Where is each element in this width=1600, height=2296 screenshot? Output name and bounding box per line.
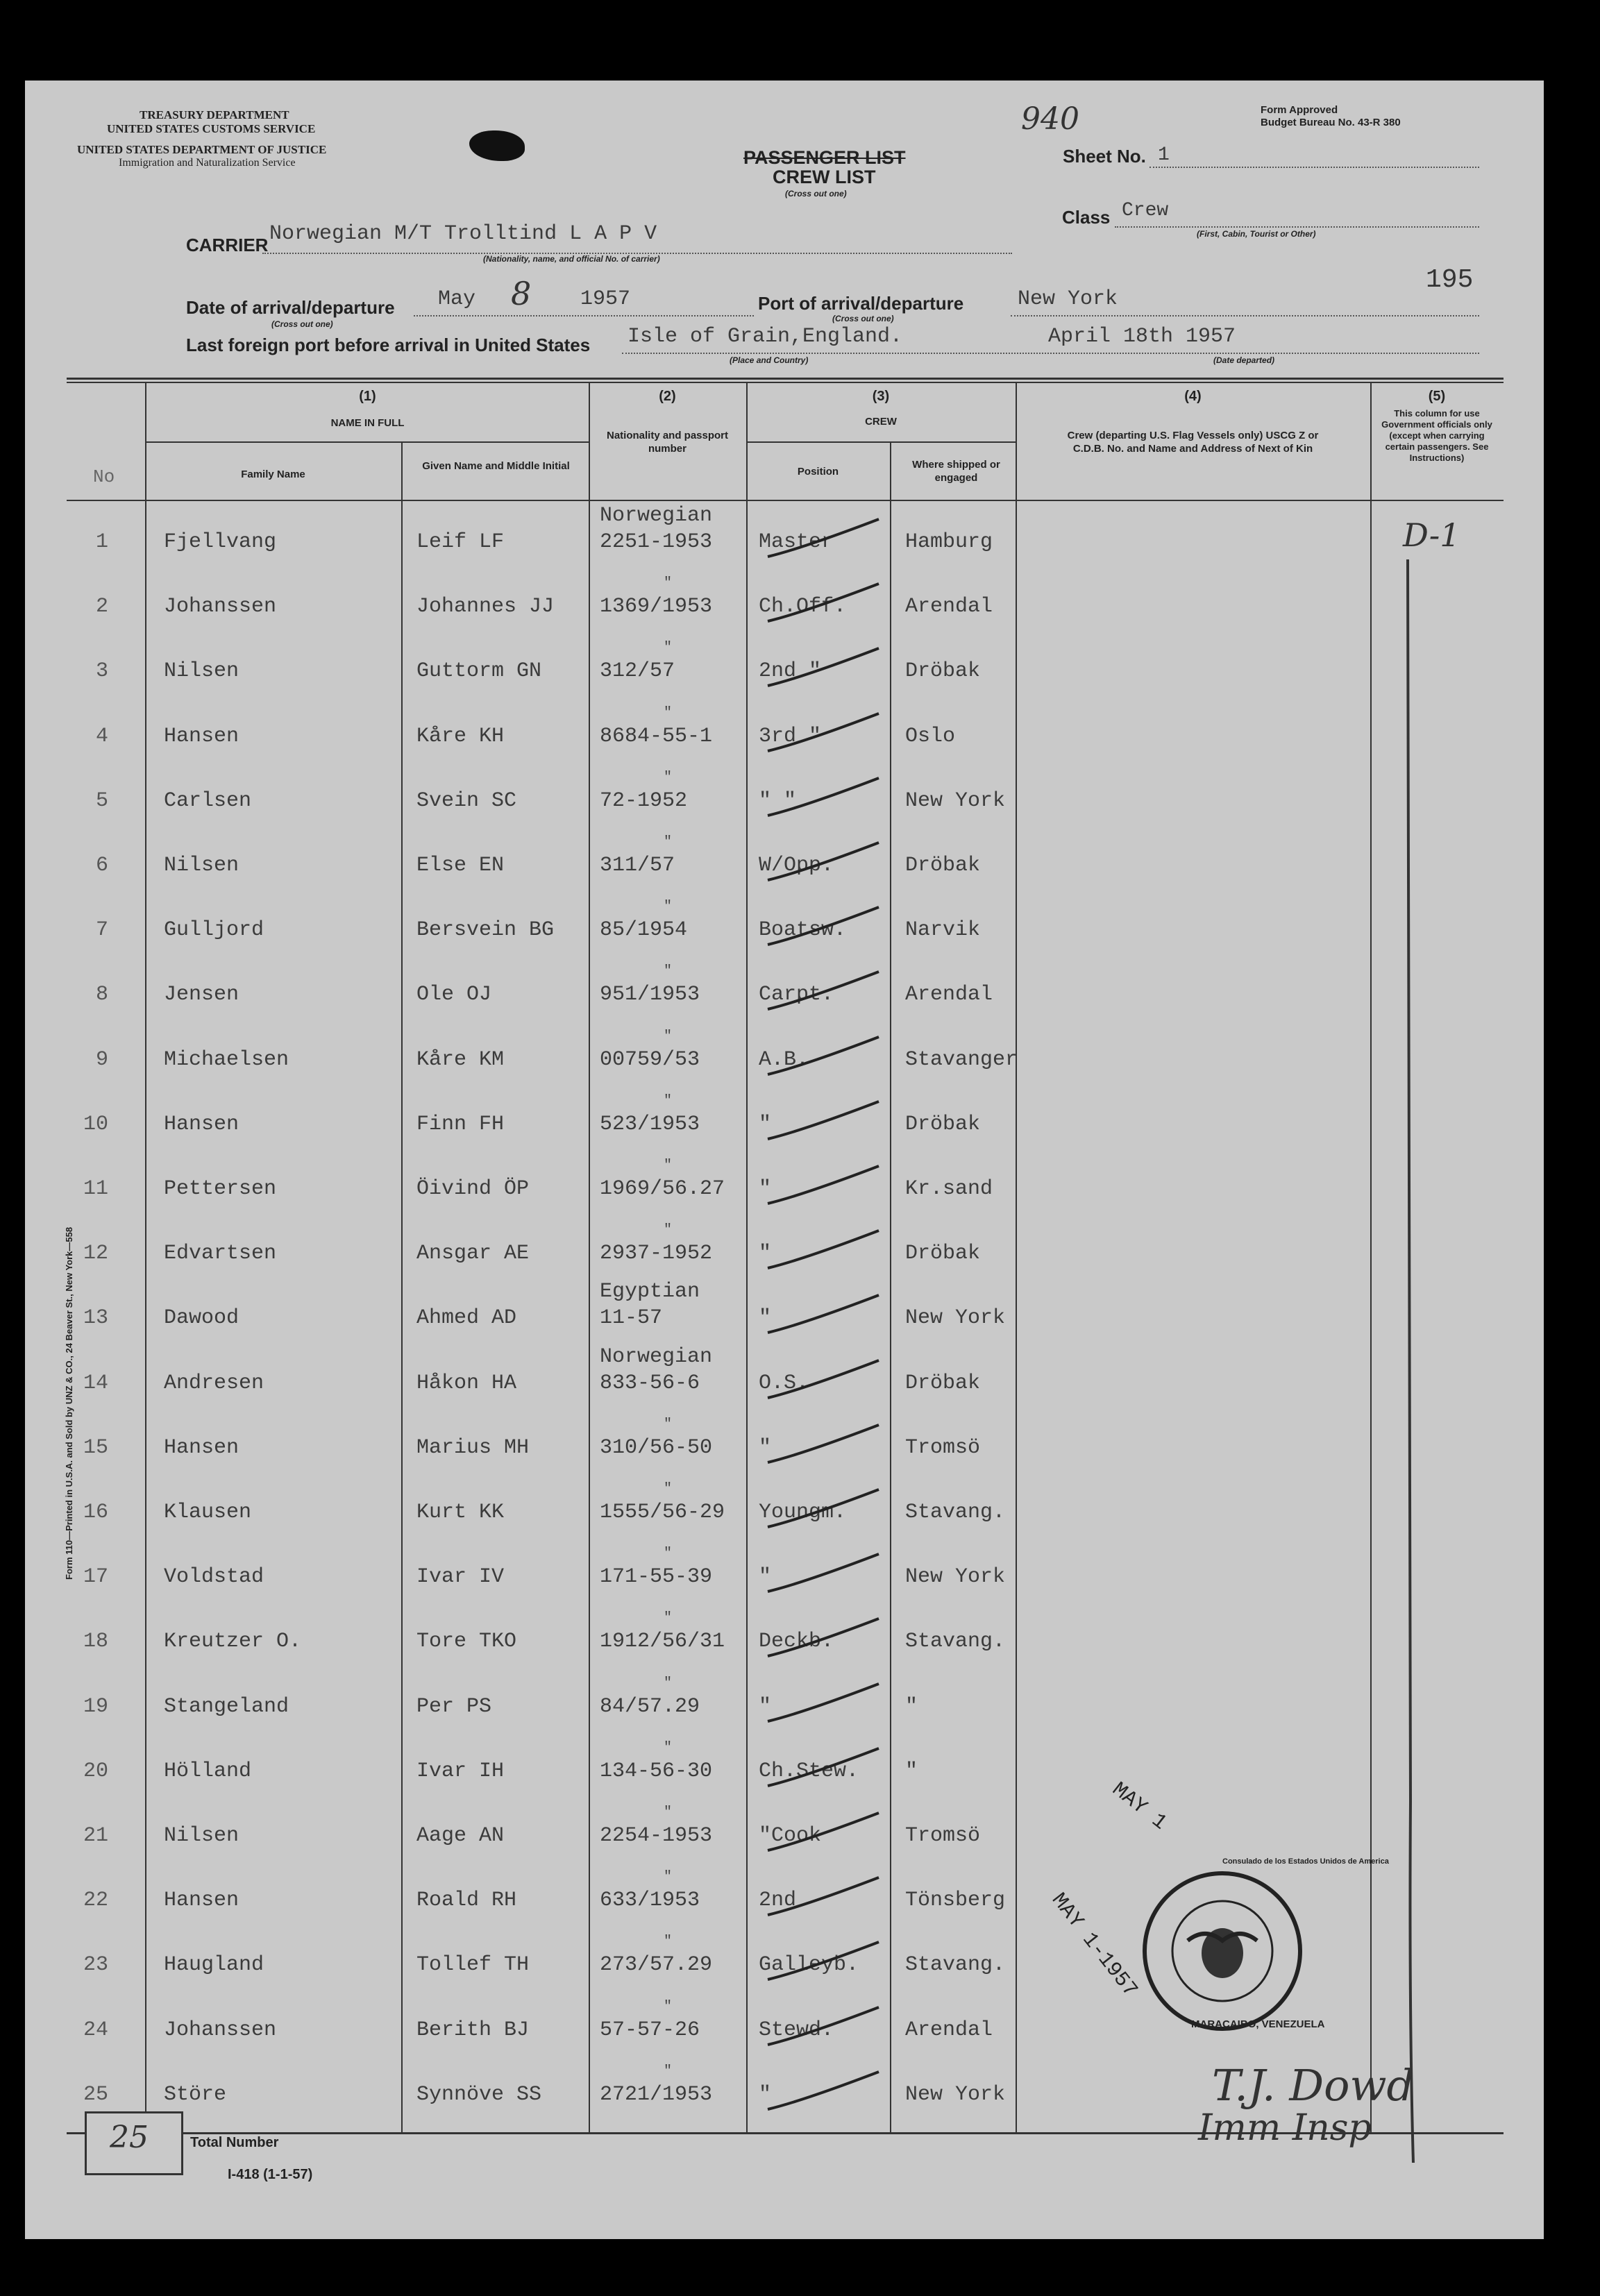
- dept-immigration: Immigration and Naturalization Service: [119, 157, 296, 169]
- row-given: Håkon HA: [416, 1371, 517, 1395]
- row-pass: 57-57-26: [600, 2018, 700, 2042]
- position-check-mark: [761, 1548, 886, 1604]
- row-given: Marius MH: [416, 1435, 530, 1460]
- row-nationality: Norwegian: [600, 504, 713, 527]
- table-row: [25, 955, 1544, 1020]
- position-check-mark: [761, 1225, 886, 1281]
- row-pass: 273/57.29: [600, 1953, 713, 1977]
- row-nationality: ": [664, 1481, 673, 1497]
- row-n: 10: [83, 1112, 108, 1136]
- row-family: Edvartsen: [164, 1242, 277, 1266]
- row-where: Narvik: [905, 918, 981, 943]
- printer-side-text: Form 110—Printed in U.S.A. and Sold by UNZ & CO., 24 Beaver St., New York—558: [64, 1226, 74, 1580]
- position-check-mark: [761, 1031, 886, 1087]
- row-pos: ": [759, 1694, 772, 1719]
- row-nationality: ": [664, 1546, 673, 1562]
- position-check-mark: [761, 643, 886, 698]
- row-where: Dröbak: [905, 659, 981, 684]
- table-row: [25, 890, 1544, 955]
- given-name-header: Given Name and Middle Initial: [422, 460, 570, 472]
- row-nationality: ": [664, 1998, 673, 2015]
- col5-number: (5): [1428, 389, 1446, 404]
- row-nationality: ": [664, 1222, 673, 1239]
- row-given: Tore TKO: [416, 1630, 517, 1654]
- row-where: Tromsö: [905, 1824, 981, 1848]
- col4-label: Crew (departing U.S. Flag Vessels only) USCG Z or C.D.B. No. and Name and Address of Next of Kin: [1067, 430, 1319, 455]
- row-n: 23: [83, 1953, 108, 1977]
- row-n: 5: [95, 788, 108, 813]
- row-family: Voldstad: [164, 1565, 264, 1589]
- row-pos: Stewd.: [759, 2018, 834, 2042]
- row-given: Guttorm GN: [416, 659, 542, 684]
- row-nationality: ": [664, 1934, 673, 1950]
- row-where: ": [905, 1759, 918, 1783]
- row-pos: Youngm.: [759, 1501, 847, 1524]
- row-where: New York: [905, 2082, 1006, 2107]
- table-row: [25, 761, 1544, 826]
- row-pass: 2721/1953: [600, 2082, 713, 2107]
- position-check-mark: [761, 1872, 886, 1927]
- row-family: Hölland: [164, 1759, 252, 1783]
- row-nationality: Egyptian: [600, 1280, 700, 1304]
- row-nationality: ": [664, 1610, 673, 1627]
- row-where: New York: [905, 1306, 1006, 1331]
- name-subheader-rule: [145, 441, 590, 443]
- row-pass: 11-57: [600, 1306, 663, 1331]
- position-check-mark: [761, 1936, 886, 1992]
- col5-annotation: D-1: [1403, 516, 1460, 554]
- col1-number: (1): [359, 389, 376, 404]
- signature: T.J. Dowd: [1212, 2060, 1415, 2111]
- row-pass: 1912/56/31: [600, 1630, 725, 1654]
- cross-out-note: (Cross out one): [785, 189, 847, 199]
- row-family: Michaelsen: [164, 1047, 289, 1072]
- position-check-mark: [761, 514, 886, 569]
- passenger-list-title: PASSENGER LIST: [743, 147, 906, 168]
- row-n: 4: [95, 724, 108, 748]
- row-family: Jensen: [164, 983, 239, 1007]
- position-check-mark: [761, 578, 886, 634]
- row-given: Johannes JJ: [416, 595, 555, 619]
- col1-label: NAME IN FULL: [330, 417, 405, 429]
- last-port-label: Last foreign port before arrival in United States: [186, 335, 591, 355]
- row-n: 22: [83, 1889, 108, 1913]
- position-check-mark: [761, 837, 886, 893]
- date-departed-value: April 18th 1957: [1048, 325, 1236, 348]
- row-n: 11: [83, 1177, 108, 1201]
- row-where: Tromsö: [905, 1435, 981, 1460]
- row-n: 25: [83, 2082, 108, 2107]
- row-nationality: ": [664, 1416, 673, 1433]
- position-check-mark: [761, 1355, 886, 1410]
- row-pos: Ch.Off.: [759, 595, 847, 619]
- row-given: Roald RH: [416, 1889, 517, 1913]
- row-pass: 310/56-50: [600, 1435, 713, 1460]
- row-family: Johanssen: [164, 2018, 277, 2042]
- row-given: Kåre KH: [416, 724, 505, 748]
- table-row: [25, 503, 1544, 567]
- row-pass: 1555/56-29: [600, 1501, 725, 1524]
- row-nationality: ": [664, 1739, 673, 1756]
- col3-number: (3): [872, 389, 890, 404]
- row-where: Stavang.: [905, 1630, 1006, 1654]
- carrier-note: (Nationality, name, and official No. of carrier): [483, 254, 660, 264]
- row-pos: ": [759, 2082, 772, 2107]
- col2-number: (2): [659, 389, 676, 404]
- table-row: [25, 1408, 1544, 1473]
- row-pos: 2nd: [759, 1889, 797, 1913]
- table-row: [25, 1796, 1544, 1861]
- row-pos: Deckb.: [759, 1630, 834, 1654]
- sheet-line: [1150, 151, 1479, 168]
- position-header: Position: [797, 466, 839, 478]
- row-nationality: Norwegian: [600, 1344, 713, 1369]
- row-pos: Master: [759, 530, 834, 554]
- class-line: [1115, 214, 1479, 228]
- date-cross-note: (Cross out one): [271, 319, 333, 329]
- row-where: Arendal: [905, 595, 993, 619]
- stamp-number: 195: [1426, 265, 1474, 295]
- row-pass: 633/1953: [600, 1889, 700, 1913]
- row-given: Aage AN: [416, 1824, 505, 1848]
- row-nationality: ": [664, 1092, 673, 1109]
- table-row: [25, 697, 1544, 761]
- row-pos: ": [759, 1242, 772, 1266]
- table-top-rule-2: [67, 382, 1504, 383]
- row-nationality: ": [664, 704, 673, 721]
- row-pos: ": [759, 1177, 772, 1201]
- table-row: [25, 1473, 1544, 1537]
- header-bottom-rule: [67, 500, 1504, 501]
- position-check-mark: [761, 1419, 886, 1475]
- row-pass: 8684-55-1: [600, 724, 713, 748]
- position-check-mark: [761, 1160, 886, 1216]
- row-given: Ole OJ: [416, 983, 492, 1007]
- row-family: Haugland: [164, 1953, 264, 1977]
- consulate-seal: [1136, 1864, 1309, 2038]
- signature-title: Imm Insp: [1198, 2107, 1372, 2149]
- table-row: [25, 1667, 1544, 1732]
- row-given: Svein SC: [416, 788, 517, 813]
- row-given: Synnöve SS: [416, 2082, 542, 2107]
- position-check-mark: [761, 1484, 886, 1539]
- sheet-label: Sheet No.: [1063, 146, 1146, 167]
- row-pass: 00759/53: [600, 1047, 700, 1072]
- stamp-date-1: MAY 1: [1107, 1778, 1171, 1836]
- stamp-date-2: MAY 1-1957: [1046, 1889, 1142, 2002]
- row-nationality: ": [664, 575, 673, 592]
- row-n: 12: [83, 1242, 108, 1266]
- table-row: [25, 1085, 1544, 1149]
- table-row: [25, 826, 1544, 890]
- table-top-rule: [67, 378, 1504, 380]
- row-family: Fjellvang: [164, 530, 277, 554]
- row-given: Per PS: [416, 1694, 492, 1719]
- row-n: 19: [83, 1694, 108, 1719]
- row-pass: 951/1953: [600, 983, 700, 1007]
- row-nationality: ": [664, 1805, 673, 1821]
- table-row: [25, 1020, 1544, 1085]
- row-pass: 85/1954: [600, 918, 688, 943]
- position-check-mark: [761, 1678, 886, 1734]
- form-id: I-418 (1-1-57): [228, 2167, 313, 2182]
- row-nationality: ": [664, 1158, 673, 1174]
- row-family: Pettersen: [164, 1177, 277, 1201]
- port-cross-note: (Cross out one): [832, 314, 894, 323]
- row-nationality: ": [664, 834, 673, 850]
- row-nationality: ": [664, 963, 673, 980]
- total-value: 25: [110, 2120, 149, 2155]
- family-name-header: Family Name: [241, 469, 305, 480]
- row-n: 1: [95, 530, 108, 554]
- row-pos: ": [759, 1435, 772, 1460]
- row-n: 20: [83, 1759, 108, 1783]
- table-row: [25, 1602, 1544, 1666]
- dept-justice: UNITED STATES DEPARTMENT OF JUSTICE: [77, 143, 327, 156]
- port-value: New York: [1018, 287, 1118, 311]
- row-n: 14: [83, 1371, 108, 1395]
- class-value: Crew: [1122, 200, 1169, 221]
- row-n: 21: [83, 1824, 108, 1848]
- position-check-mark: [761, 1613, 886, 1669]
- carrier-value: Norwegian M/T Trolltind L A P V: [269, 222, 657, 246]
- row-where: Arendal: [905, 2018, 993, 2042]
- row-nationality: ": [664, 1028, 673, 1045]
- row-pass: 1369/1953: [600, 595, 713, 619]
- row-family: Gulljord: [164, 918, 264, 943]
- position-check-mark: [761, 1807, 886, 1863]
- row-where: Dröbak: [905, 854, 981, 877]
- row-pos: O.S.: [759, 1371, 809, 1395]
- row-nationality: ": [664, 640, 673, 657]
- dept-customs: UNITED STATES CUSTOMS SERVICE: [107, 122, 316, 135]
- row-given: Tollef TH: [416, 1953, 530, 1977]
- row-nationality: ": [664, 1869, 673, 1886]
- row-pass: 84/57.29: [600, 1694, 700, 1719]
- date-label: Date of arrival/departure: [186, 297, 395, 318]
- row-pass: 2251-1953: [600, 530, 713, 554]
- col5-handwritten-line: [1372, 552, 1462, 2170]
- row-pos: ": [759, 1565, 772, 1589]
- class-note: (First, Cabin, Tourist or Other): [1197, 229, 1316, 239]
- row-where: Stavanger: [905, 1047, 1018, 1072]
- row-pos: 2nd ": [759, 659, 822, 684]
- row-given: Ivar IV: [416, 1565, 505, 1589]
- row-pos: Ch.Stew.: [759, 1759, 859, 1783]
- date-month: May: [438, 287, 476, 311]
- row-pass: 2254-1953: [600, 1824, 713, 1848]
- row-n: 7: [95, 918, 108, 943]
- row-pass: 833-56-6: [600, 1371, 700, 1395]
- row-given: Bersvein BG: [416, 918, 555, 943]
- row-pos: ": [759, 1112, 772, 1136]
- dept-treasury: TREASURY DEPARTMENT: [140, 108, 289, 121]
- table-row: [25, 1861, 1544, 1925]
- row-pos: Carpt.: [759, 983, 834, 1007]
- row-pos: " ": [759, 788, 797, 813]
- row-family: Nilsen: [164, 1824, 239, 1848]
- table-row: [25, 632, 1544, 696]
- row-given: Finn FH: [416, 1112, 505, 1136]
- handwritten-number: 940: [1021, 101, 1079, 137]
- row-family: Klausen: [164, 1501, 252, 1524]
- row-pos: A.B.: [759, 1047, 809, 1072]
- row-nationality: ": [664, 899, 673, 915]
- row-pass: 1969/56.27: [600, 1177, 725, 1201]
- row-n: 17: [83, 1565, 108, 1589]
- row-family: Hansen: [164, 1112, 239, 1136]
- seal-bottom-text: MARACAIBO, VENEZUELA: [1191, 2018, 1325, 2030]
- row-where: Tönsberg: [905, 1889, 1006, 1913]
- seal-top-text: Consulado de los Estados Unidos de America: [1222, 1857, 1389, 1866]
- position-check-mark: [761, 708, 886, 763]
- position-check-mark: [761, 902, 886, 957]
- carrier-label: CARRIER: [186, 235, 269, 255]
- row-where: Kr.sand: [905, 1177, 993, 1201]
- no-header: No: [93, 466, 115, 487]
- table-row: [25, 1732, 1544, 1796]
- row-family: Störe: [164, 2082, 227, 2107]
- form-sheet: [25, 81, 1544, 2239]
- row-pass: 2937-1952: [600, 1242, 713, 1266]
- last-port-value: Isle of Grain,England.: [628, 325, 903, 348]
- position-check-mark: [761, 2066, 886, 2122]
- table-row: [25, 1344, 1544, 1408]
- row-pass: 134-56-30: [600, 1759, 713, 1783]
- position-check-mark: [761, 1290, 886, 1345]
- row-where: New York: [905, 788, 1006, 813]
- row-n: 16: [83, 1501, 108, 1524]
- row-pass: 523/1953: [600, 1112, 700, 1136]
- row-pass: 171-55-39: [600, 1565, 713, 1589]
- position-check-mark: [761, 966, 886, 1022]
- row-nationality: ": [664, 2063, 673, 2079]
- row-family: Stangeland: [164, 1694, 289, 1719]
- date-year: 1957: [580, 287, 631, 311]
- row-family: Hansen: [164, 724, 239, 748]
- crew-subheader-rule: [746, 441, 1017, 443]
- total-label: Total Number: [190, 2135, 279, 2150]
- row-where: Hamburg: [905, 530, 993, 554]
- row-given: Kurt KK: [416, 1501, 505, 1524]
- row-family: Nilsen: [164, 854, 239, 877]
- row-where: ": [905, 1694, 918, 1719]
- row-pass: 72-1952: [600, 788, 688, 813]
- row-family: Nilsen: [164, 659, 239, 684]
- position-check-mark: [761, 773, 886, 828]
- position-check-mark: [761, 1743, 886, 1798]
- row-family: Hansen: [164, 1435, 239, 1460]
- crew-list-title: CREW LIST: [773, 167, 876, 187]
- row-where: Dröbak: [905, 1371, 981, 1395]
- row-where: Dröbak: [905, 1112, 981, 1136]
- row-pos: W/Opp.: [759, 854, 834, 877]
- date-day: 8: [511, 275, 532, 312]
- row-where: Stavang.: [905, 1501, 1006, 1524]
- col2-label: Nationality and passport number: [606, 430, 729, 455]
- row-n: 3: [95, 659, 108, 684]
- row-family: Carlsen: [164, 788, 252, 813]
- row-pass: 312/57: [600, 659, 675, 684]
- row-n: 24: [83, 2018, 108, 2042]
- row-given: Ivar IH: [416, 1759, 505, 1783]
- row-n: 15: [83, 1435, 108, 1460]
- row-pos: 3rd ": [759, 724, 822, 748]
- row-family: Kreutzer O.: [164, 1630, 302, 1654]
- row-family: Dawood: [164, 1306, 239, 1331]
- row-where: New York: [905, 1565, 1006, 1589]
- budget-bureau: Budget Bureau No. 43-R 380: [1261, 117, 1401, 128]
- col4-number: (4): [1184, 389, 1202, 404]
- table-row: [25, 1925, 1544, 1990]
- position-check-mark: [761, 2002, 886, 2057]
- table-row: [25, 1537, 1544, 1602]
- row-given: Leif LF: [416, 530, 505, 554]
- row-family: Johanssen: [164, 595, 277, 619]
- row-n: 9: [95, 1047, 108, 1072]
- row-pos: "Cook: [759, 1824, 822, 1848]
- last-port-note: (Place and Country): [730, 355, 809, 365]
- row-n: 13: [83, 1306, 108, 1331]
- row-n: 18: [83, 1630, 108, 1654]
- table-row: [25, 567, 1544, 632]
- row-pass: 311/57: [600, 854, 675, 877]
- row-given: Ansgar AE: [416, 1242, 530, 1266]
- table-row: [25, 1149, 1544, 1214]
- row-n: 8: [95, 983, 108, 1007]
- position-check-mark: [761, 1096, 886, 1151]
- row-where: Stavang.: [905, 1953, 1006, 1977]
- row-n: 2: [95, 595, 108, 619]
- row-given: Berith BJ: [416, 2018, 530, 2042]
- table-row: [25, 1214, 1544, 1278]
- row-nationality: ": [664, 769, 673, 786]
- form-approved: Form Approved: [1261, 104, 1338, 116]
- col3-label: CREW: [865, 416, 897, 428]
- class-label: Class: [1062, 207, 1111, 228]
- where-header: Where shipped or engaged: [912, 459, 1000, 484]
- row-where: Arendal: [905, 983, 993, 1007]
- table-row: [25, 1278, 1544, 1343]
- row-where: Oslo: [905, 724, 956, 748]
- row-given: Else EN: [416, 854, 505, 877]
- sheet-value: 1: [1158, 144, 1170, 166]
- row-family: Hansen: [164, 1889, 239, 1913]
- row-where: Dröbak: [905, 1242, 981, 1266]
- ink-blot: [469, 130, 525, 161]
- row-nationality: ": [664, 1675, 673, 1691]
- row-given: Öivind ÖP: [416, 1177, 530, 1201]
- row-given: Kåre KM: [416, 1047, 505, 1072]
- date-departed-note: (Date departed): [1213, 355, 1275, 365]
- row-family: Andresen: [164, 1371, 264, 1395]
- row-pos: Galleyb.: [759, 1953, 859, 1977]
- row-pos: Boatsw.: [759, 918, 847, 943]
- port-label: Port of arrival/departure: [758, 293, 964, 314]
- row-n: 6: [95, 854, 108, 877]
- col5-label: This column for use Government officials only (except when carrying certain passengers. See Instructions): [1381, 408, 1492, 463]
- row-pos: ": [759, 1306, 772, 1331]
- row-given: Ahmed AD: [416, 1306, 517, 1331]
